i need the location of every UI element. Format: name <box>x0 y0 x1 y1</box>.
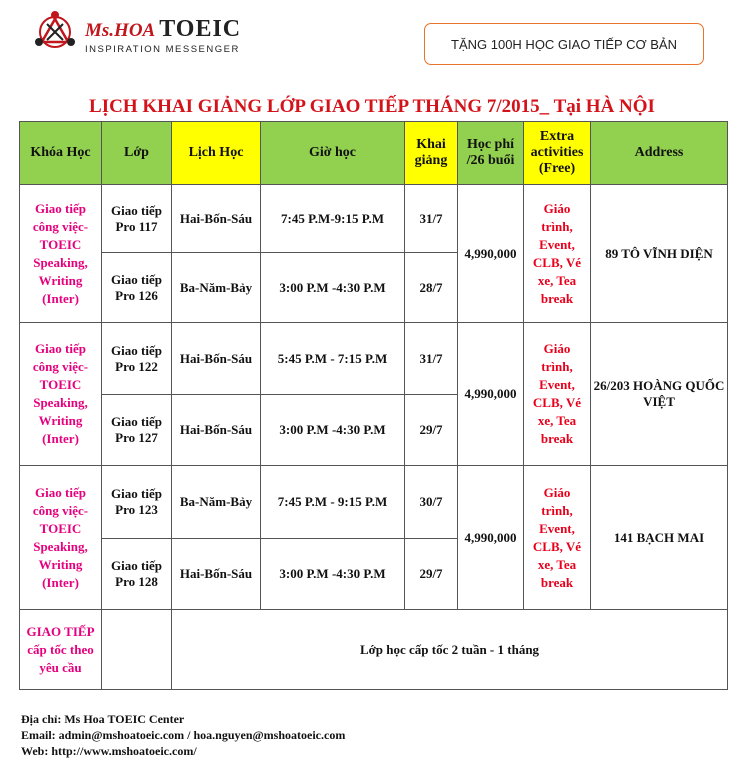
activities-cell <box>524 185 591 323</box>
logo-tagline: INSPIRATION MESSENGER <box>85 44 240 55</box>
schedule-cell: Hai-Bốn-Sáu <box>172 323 261 395</box>
activity-line: Giáo <box>543 200 571 216</box>
course-line: cấp tốc theo <box>27 641 94 657</box>
course-cell <box>20 610 102 690</box>
address-line: VIỆT <box>643 394 675 409</box>
class-line: Giao tiếp <box>111 414 162 429</box>
activity-line: break <box>540 431 574 446</box>
class-line: Giao tiếp <box>111 271 162 287</box>
course-line: GIAO TIẾP <box>26 623 95 639</box>
course-line: công việc- <box>32 218 89 234</box>
page-title: LỊCH KHAI GIẢNG LỚP GIAO TIẾP THÁNG 7/2015_ Tại HÀ NỘI <box>89 96 655 117</box>
table-row <box>20 610 728 690</box>
course-line: Writing <box>38 556 83 572</box>
course-cell <box>20 466 102 610</box>
course-line: TOEIC <box>39 236 82 252</box>
course-line: TOEIC <box>39 377 82 392</box>
course-line: (Inter) <box>42 574 79 590</box>
activity-line: trình, <box>541 359 573 374</box>
activity-line: Event, <box>539 236 575 252</box>
footer-contact <box>21 711 345 759</box>
class-line: Pro 126 <box>115 287 158 303</box>
logo-wordmark <box>85 16 241 43</box>
class-cell <box>102 323 172 395</box>
class-line: Pro 127 <box>115 430 158 445</box>
table-row <box>20 323 728 395</box>
course-cell <box>20 323 102 466</box>
schedule-cell: Hai-Bốn-Sáu <box>172 395 261 466</box>
time-cell: 3:00 P.M -4:30 P.M <box>261 539 405 610</box>
time-cell: 7:45 P.M - 9:15 P.M <box>261 466 405 539</box>
activities-cell <box>524 466 591 610</box>
col-extra-line: activities <box>530 145 584 160</box>
class-cell <box>102 610 172 690</box>
class-line: Giao tiếp <box>111 486 162 501</box>
class-cell <box>102 395 172 466</box>
course-line: Speaking, <box>33 395 88 410</box>
activity-line: xe, Tea <box>537 413 577 428</box>
schedule-table <box>19 121 728 690</box>
address-cell <box>591 323 728 466</box>
address-cell: 141 BẠCH MAI <box>591 466 728 610</box>
start-cell: 30/7 <box>405 466 458 539</box>
start-cell: 31/7 <box>405 323 458 395</box>
footer-web[interactable]: Web: http://www.mshoatoeic.com/ <box>21 744 197 758</box>
start-cell: 31/7 <box>405 185 458 253</box>
class-line: Pro 122 <box>115 358 158 374</box>
address-cell: 89 TÔ VĨNH DIỆN <box>591 185 728 323</box>
time-cell: 7:45 P.M-9:15 P.M <box>261 185 405 253</box>
start-cell: 29/7 <box>405 539 458 610</box>
activity-line: CLB, Vé <box>532 254 582 270</box>
col-schedule: Lịch Học <box>172 122 261 185</box>
course-line: (Inter) <box>42 290 79 306</box>
time-cell: 3:00 P.M -4:30 P.M <box>261 253 405 323</box>
class-line: Pro 123 <box>115 502 158 517</box>
course-line: Speaking, <box>33 538 88 554</box>
col-start-line: giảng <box>414 153 448 168</box>
class-cell <box>102 539 172 610</box>
col-address: Address <box>591 122 728 185</box>
course-line: (Inter) <box>42 431 79 446</box>
col-fee-line: Học phí <box>466 137 515 152</box>
col-time: Giờ học <box>261 122 405 185</box>
fee-cell: 4,990,000 <box>458 323 524 466</box>
activity-line: CLB, Vé <box>532 395 582 410</box>
class-line: Giao tiếp <box>111 558 162 573</box>
activity-line: Event, <box>539 520 575 536</box>
start-cell: 29/7 <box>405 395 458 466</box>
course-line: công việc- <box>32 359 89 374</box>
course-cell <box>20 185 102 323</box>
col-extra <box>524 122 591 185</box>
class-cell <box>102 253 172 323</box>
course-line: TOEIC <box>39 520 82 536</box>
col-class: Lớp <box>102 122 172 185</box>
course-line: công việc- <box>32 502 89 518</box>
course-line: yêu cầu <box>39 659 82 675</box>
activity-line: Giáo <box>543 341 571 356</box>
time-cell: 3:00 P.M -4:30 P.M <box>261 395 405 466</box>
course-line: Giao tiếp <box>35 341 86 356</box>
class-cell <box>102 185 172 253</box>
promo-button[interactable]: TẶNG 100H HỌC GIAO TIẾP CƠ BẢN <box>424 23 704 65</box>
logo[interactable] <box>33 10 273 60</box>
col-fee-line: /26 buổi <box>466 153 515 168</box>
fee-cell: 4,990,000 <box>458 185 524 323</box>
logo-ms: Ms.HOA <box>85 20 156 41</box>
col-start <box>405 122 458 185</box>
table-row <box>20 185 728 253</box>
start-cell: 28/7 <box>405 253 458 323</box>
header-row <box>20 122 728 185</box>
table-row <box>20 466 728 539</box>
activity-line: Giáo <box>543 484 571 500</box>
course-line: Speaking, <box>33 254 88 270</box>
class-cell <box>102 466 172 539</box>
col-start-line: Khai <box>416 137 446 152</box>
time-cell: 5:45 P.M - 7:15 P.M <box>261 323 405 395</box>
intensive-note: Lớp học cấp tốc 2 tuần - 1 tháng <box>172 610 728 690</box>
col-extra-line: (Free) <box>538 161 576 176</box>
col-course: Khóa Học <box>20 122 102 185</box>
activity-line: trình, <box>541 502 573 518</box>
schedule-cell: Hai-Bốn-Sáu <box>172 185 261 253</box>
activity-line: trình, <box>541 218 573 234</box>
schedule-cell: Ba-Năm-Bảy <box>172 253 261 323</box>
col-extra-line: Extra <box>539 129 575 144</box>
course-line: Writing <box>38 272 83 288</box>
class-line: Giao tiếp <box>111 202 162 218</box>
fee-cell: 4,990,000 <box>458 466 524 610</box>
class-line: Giao tiếp <box>111 342 162 358</box>
course-line: Writing <box>38 413 83 428</box>
activity-line: xe, Tea <box>537 556 577 572</box>
class-line: Pro 128 <box>115 574 158 589</box>
activity-line: CLB, Vé <box>532 538 582 554</box>
address-line: 26/203 HOÀNG QUỐC <box>593 378 725 393</box>
course-line: Giao tiếp <box>35 484 86 500</box>
schedule-cell: Ba-Năm-Bảy <box>172 466 261 539</box>
footer-address: Địa chỉ: Ms Hoa TOEIC Center <box>21 712 185 726</box>
activities-cell <box>524 323 591 466</box>
logo-people-icon <box>33 10 77 54</box>
logo-toeic: TOEIC <box>159 16 242 42</box>
footer-email[interactable]: Email: admin@mshoatoeic.com / hoa.nguyen@mshoatoeic.com <box>21 728 346 742</box>
schedule-cell: Hai-Bốn-Sáu <box>172 539 261 610</box>
activity-line: xe, Tea <box>537 272 577 288</box>
activity-line: break <box>540 290 574 306</box>
class-line: Pro 117 <box>115 218 158 234</box>
activity-line: break <box>540 574 574 590</box>
activity-line: Event, <box>539 377 575 392</box>
col-fee <box>458 122 524 185</box>
course-line: Giao tiếp <box>35 200 86 216</box>
